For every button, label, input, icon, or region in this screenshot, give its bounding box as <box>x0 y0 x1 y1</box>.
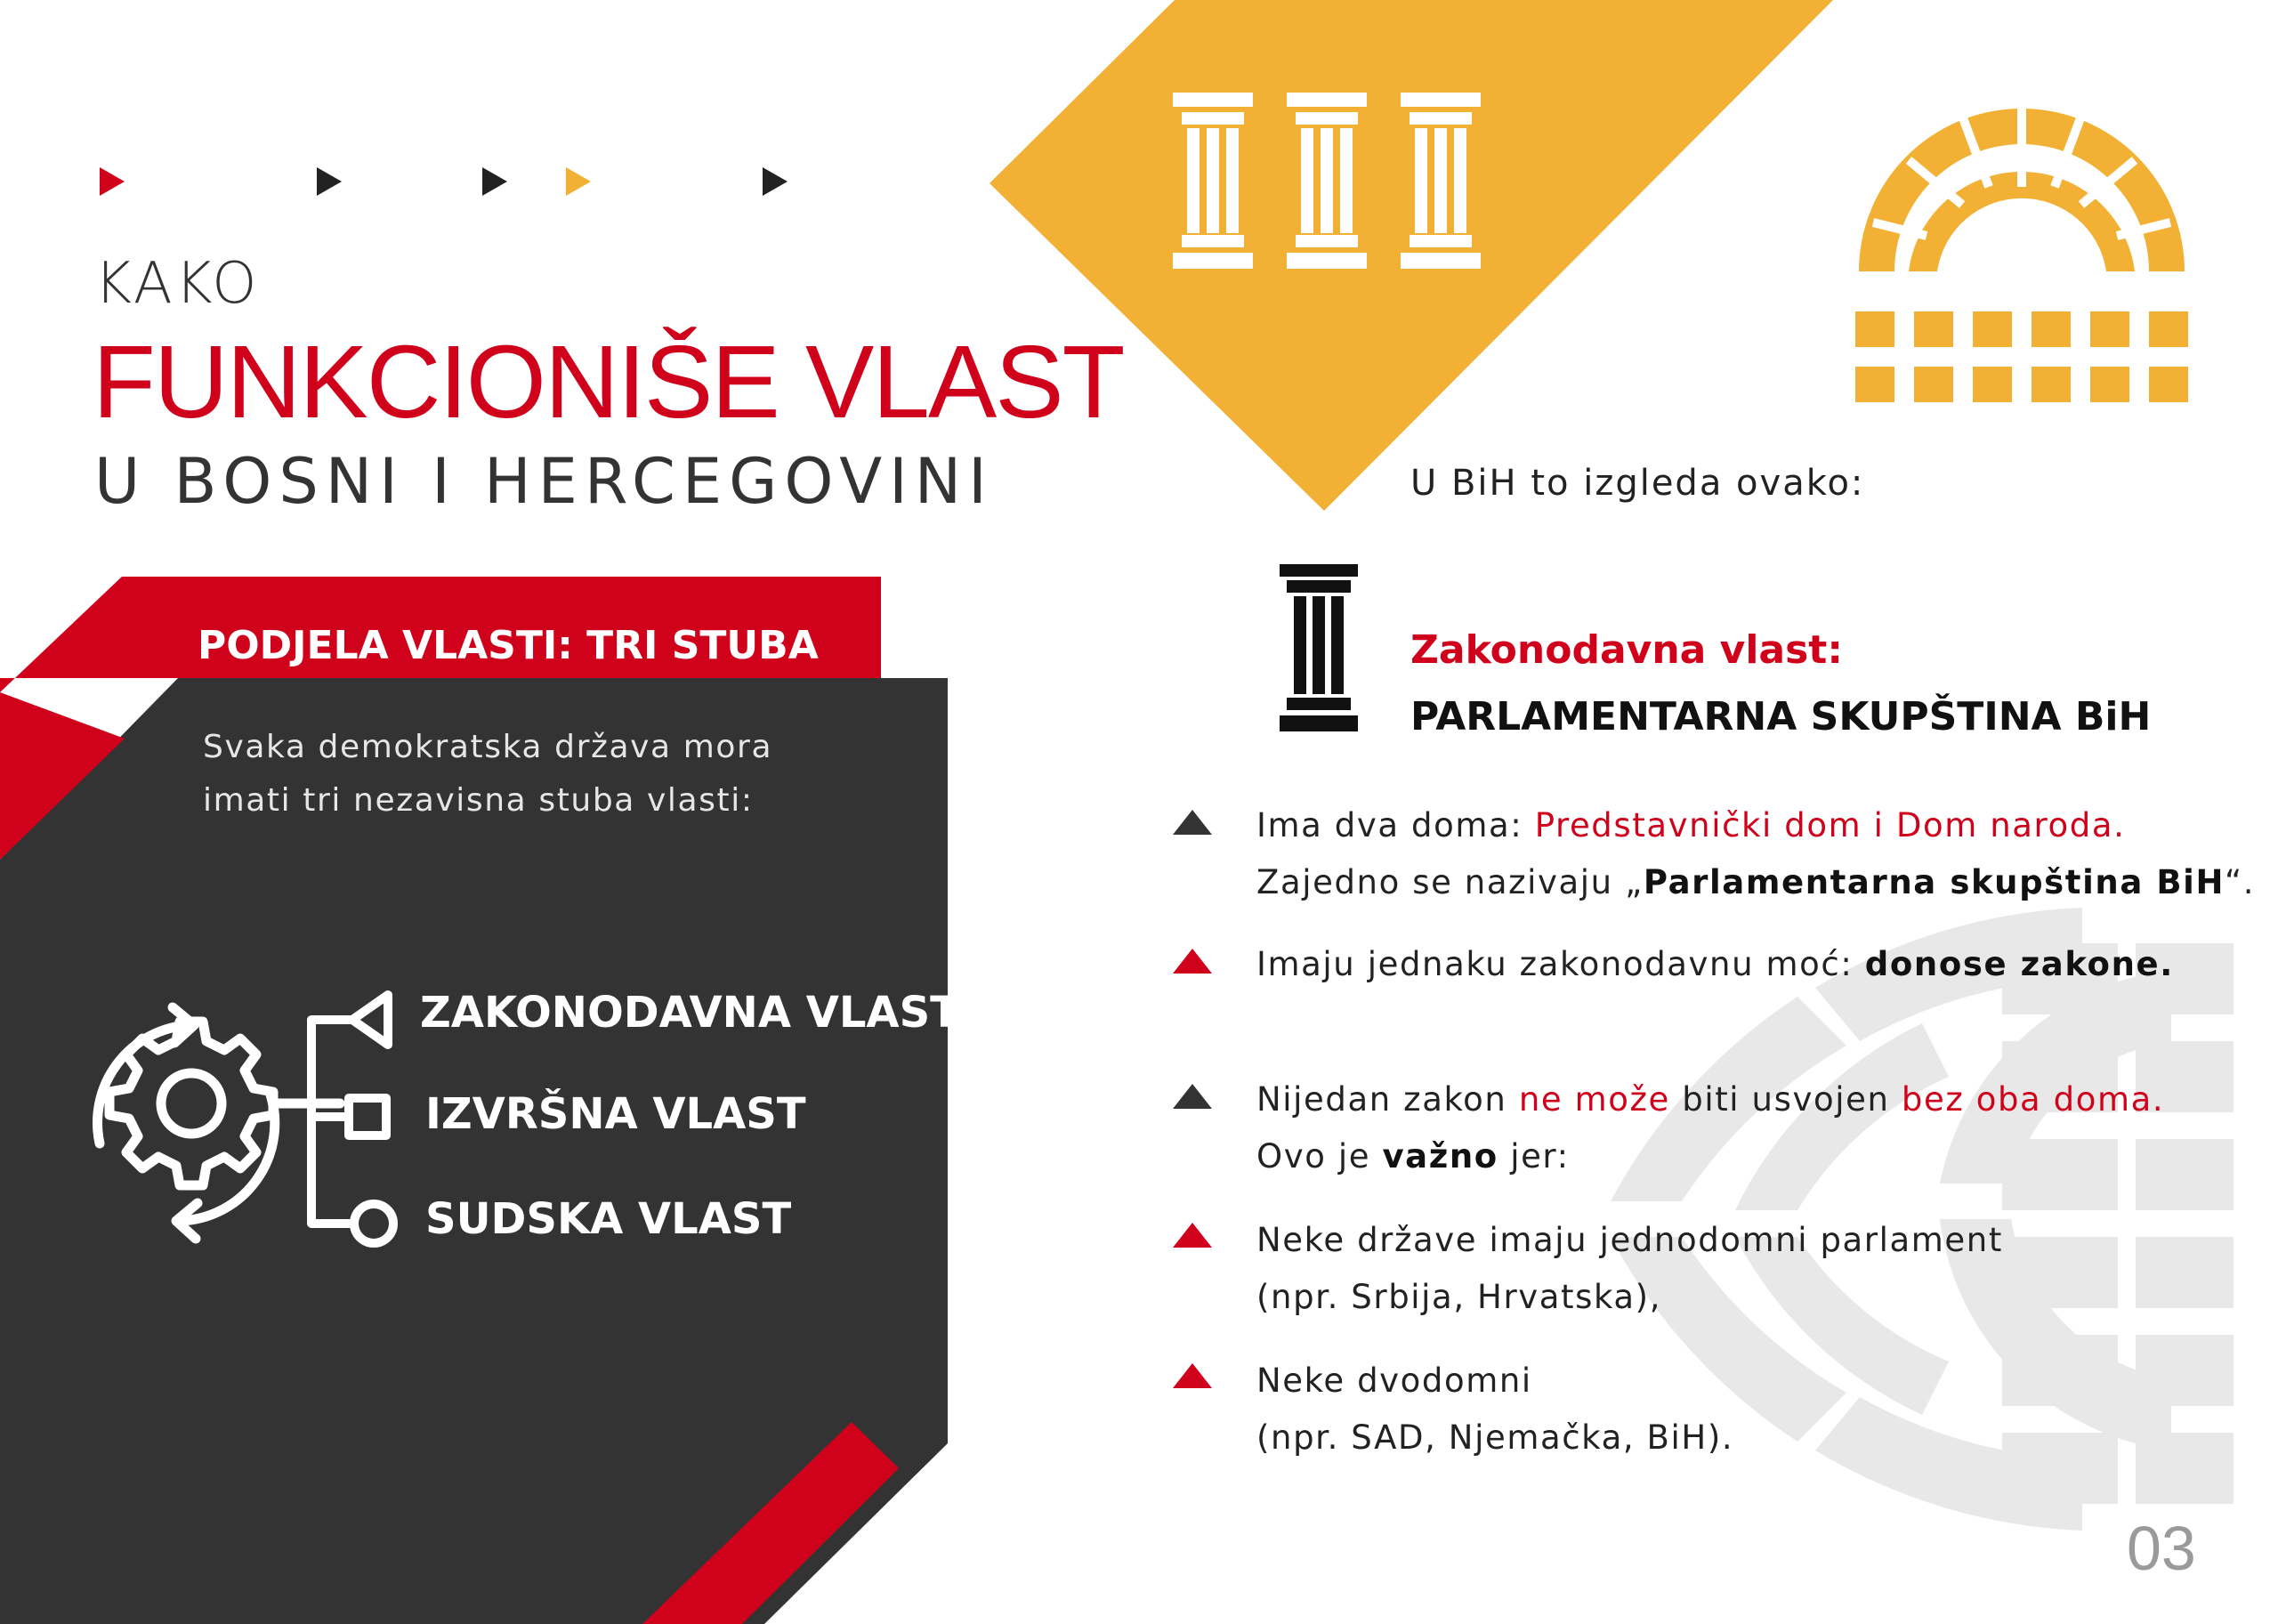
bullet-1-line-2: Zajedno se nazivaju „Parlamentarna skupština BiH“. <box>1256 863 2256 901</box>
bullet-1-line-1: Ima dva doma: Predstavnički dom i Dom naroda. <box>1256 806 2126 844</box>
bullet-4-line-1: Neke države imaju jednodomni parlament <box>1256 1221 2003 1259</box>
column-icon <box>1287 93 1367 269</box>
arrow-marker-dark <box>317 167 342 196</box>
branch-executive: IZVRŠNA VLAST <box>425 1089 806 1139</box>
page-title: FUNKCIONIŠE VLAST <box>93 324 1124 440</box>
bullet-triangle-icon <box>1173 1223 1212 1248</box>
branch-legislative: ZAKONODAVNA VLAST <box>420 988 959 1038</box>
bullet-3-line-2: Ovo je važno jer: <box>1256 1137 1570 1176</box>
bullet-4-line-2: (npr. Srbija, Hrvatska), <box>1256 1278 1662 1316</box>
bullet-5-line-1: Neke dvodomni <box>1256 1361 1532 1400</box>
bullet-triangle-icon <box>1173 949 1212 974</box>
square-icon <box>349 1098 386 1135</box>
bullet-triangle-icon <box>1173 810 1212 835</box>
triangle-icon <box>352 995 388 1045</box>
bullet-triangle-icon <box>1173 1363 1212 1388</box>
column-icon <box>1173 93 1253 269</box>
bullet-5-line-2: (npr. SAD, Njemačka, BiH). <box>1256 1418 1734 1457</box>
title-kako: KAKO <box>94 251 260 317</box>
legislative-name: PARLAMENTARNA SKUPŠTINA BiH <box>1410 694 2152 739</box>
page-number: 03 <box>2127 1514 2196 1583</box>
black-column-icon <box>1280 564 1358 731</box>
bullet-triangle-icon <box>1173 1084 1212 1109</box>
bullet-2-line-1: Imaju jednaku zakonodavnu moć: donose zakone. <box>1256 945 2174 983</box>
branch-judicial: SUDSKA VLAST <box>425 1194 792 1244</box>
section-title: PODJELA VLASTI: TRI STUBA <box>198 623 819 668</box>
right-intro: U BiH to izgleda ovako: <box>1410 463 1865 504</box>
arrow-marker-yellow <box>566 167 591 196</box>
column-icon <box>1401 93 1481 269</box>
arrow-marker-red <box>100 167 125 196</box>
bullet-markers <box>1173 801 1217 1459</box>
bullet-3-line-1: Nijedan zakon ne može biti usvojen bez oba doma. <box>1256 1080 2165 1119</box>
page-subtitle: U BOSNI I HERCEGOVINI <box>94 445 994 518</box>
legislative-label: Zakonodavna vlast: <box>1410 627 1843 673</box>
three-columns-icon <box>1173 93 1495 271</box>
arrow-marker-dark <box>482 167 507 196</box>
arrow-marker-dark <box>763 167 788 196</box>
circle-icon <box>354 1204 393 1243</box>
parliament-icon <box>1855 89 2189 423</box>
branch-connector-icon <box>303 988 400 1264</box>
section-description: Svaka demokratska država mora imati tri nezavisna stuba vlasti: <box>203 729 773 819</box>
